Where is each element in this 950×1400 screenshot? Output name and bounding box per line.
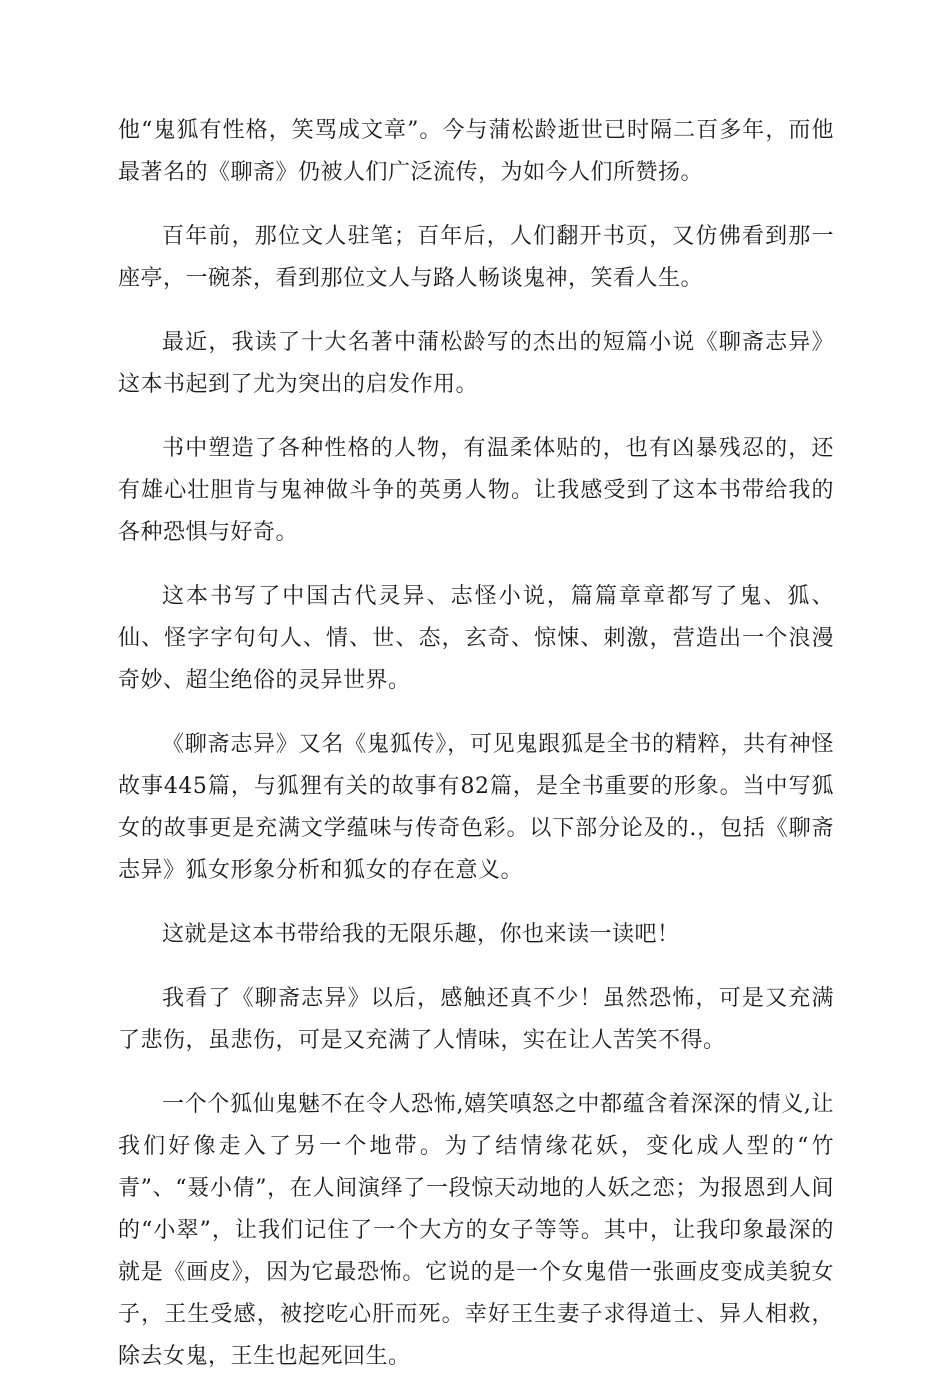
paragraph: 书中塑造了各种性格的人物，有温柔体贴的，也有凶暴残忍的，还有雄心壮胆肯与鬼神做斗争的英勇人物。让我感受到了这本书带给我的各种恐惧与好奇。 [118,436,834,545]
paragraph: 我看了《聊斋志异》以后，感触还真不少！虽然恐怖，可是又充满了悲伤，虽悲伤，可是又充满了人情味，实在让人苦笑不得。 [118,986,834,1053]
paragraph: 一个个狐仙鬼魅不在令人恐怖,嬉笑嗔怒之中都蕴含着深深的情义,让我们好像走入了另一个地带。为了结情缘花妖，变化成人型的“竹青”、“聂小倩”，在人间演绎了一段惊天动地的人妖之恋；为报恩到人间的“小翠”，让我们记住了一个大方的女子等等。其中，让我印象最深的就是《画皮》，因为它最恐怖。它说的是一个女鬼借一张画皮变成美貌女子，王生受感，被挖吃心肝而死。幸好王生妻子求得道士、异人相救，除去女鬼，王生也起死回生。 [118,1092,834,1369]
document-body [118,110,834,1400]
paragraph: 百年前，那位文人驻笔；百年后，人们翻开书页，又仿佛看到那一座亭，一碗茶，看到那位文人与路人畅谈鬼神，笑看人生。 [118,224,834,291]
paragraph: 他“鬼狐有性格，笑骂成文章”。今与蒲松龄逝世已时隔二百多年，而他最著名的《聊斋》仍被人们广泛流传，为如今人们所赞扬。 [118,118,834,185]
paragraph: 这本书写了中国古代灵异、志怪小说，篇篇章章都写了鬼、狐、仙、怪字字句句人、情、世、态，玄奇、惊悚、刺激，营造出一个浪漫奇妙、超尘绝俗的灵异世界。 [118,584,834,693]
paragraph: 《聊斋志异》又名《鬼狐传》，可见鬼跟狐是全书的精粹，共有神怪故事445篇，与狐狸有关的故事有82篇，是全书重要的形象。当中写狐女的故事更是充满文学蕴味与传奇色彩。以下部分论及的.，包括《聊斋志异》狐女形象分析和狐女的存在意义。 [118,732,834,883]
paragraph: 这就是这本书带给我的无限乐趣，你也来读一读吧！ [162,922,680,947]
paragraph: 最近，我读了十大名著中蒲松龄写的杰出的短篇小说《聊斋志异》这本书起到了尤为突出的启发作用。 [118,330,834,397]
